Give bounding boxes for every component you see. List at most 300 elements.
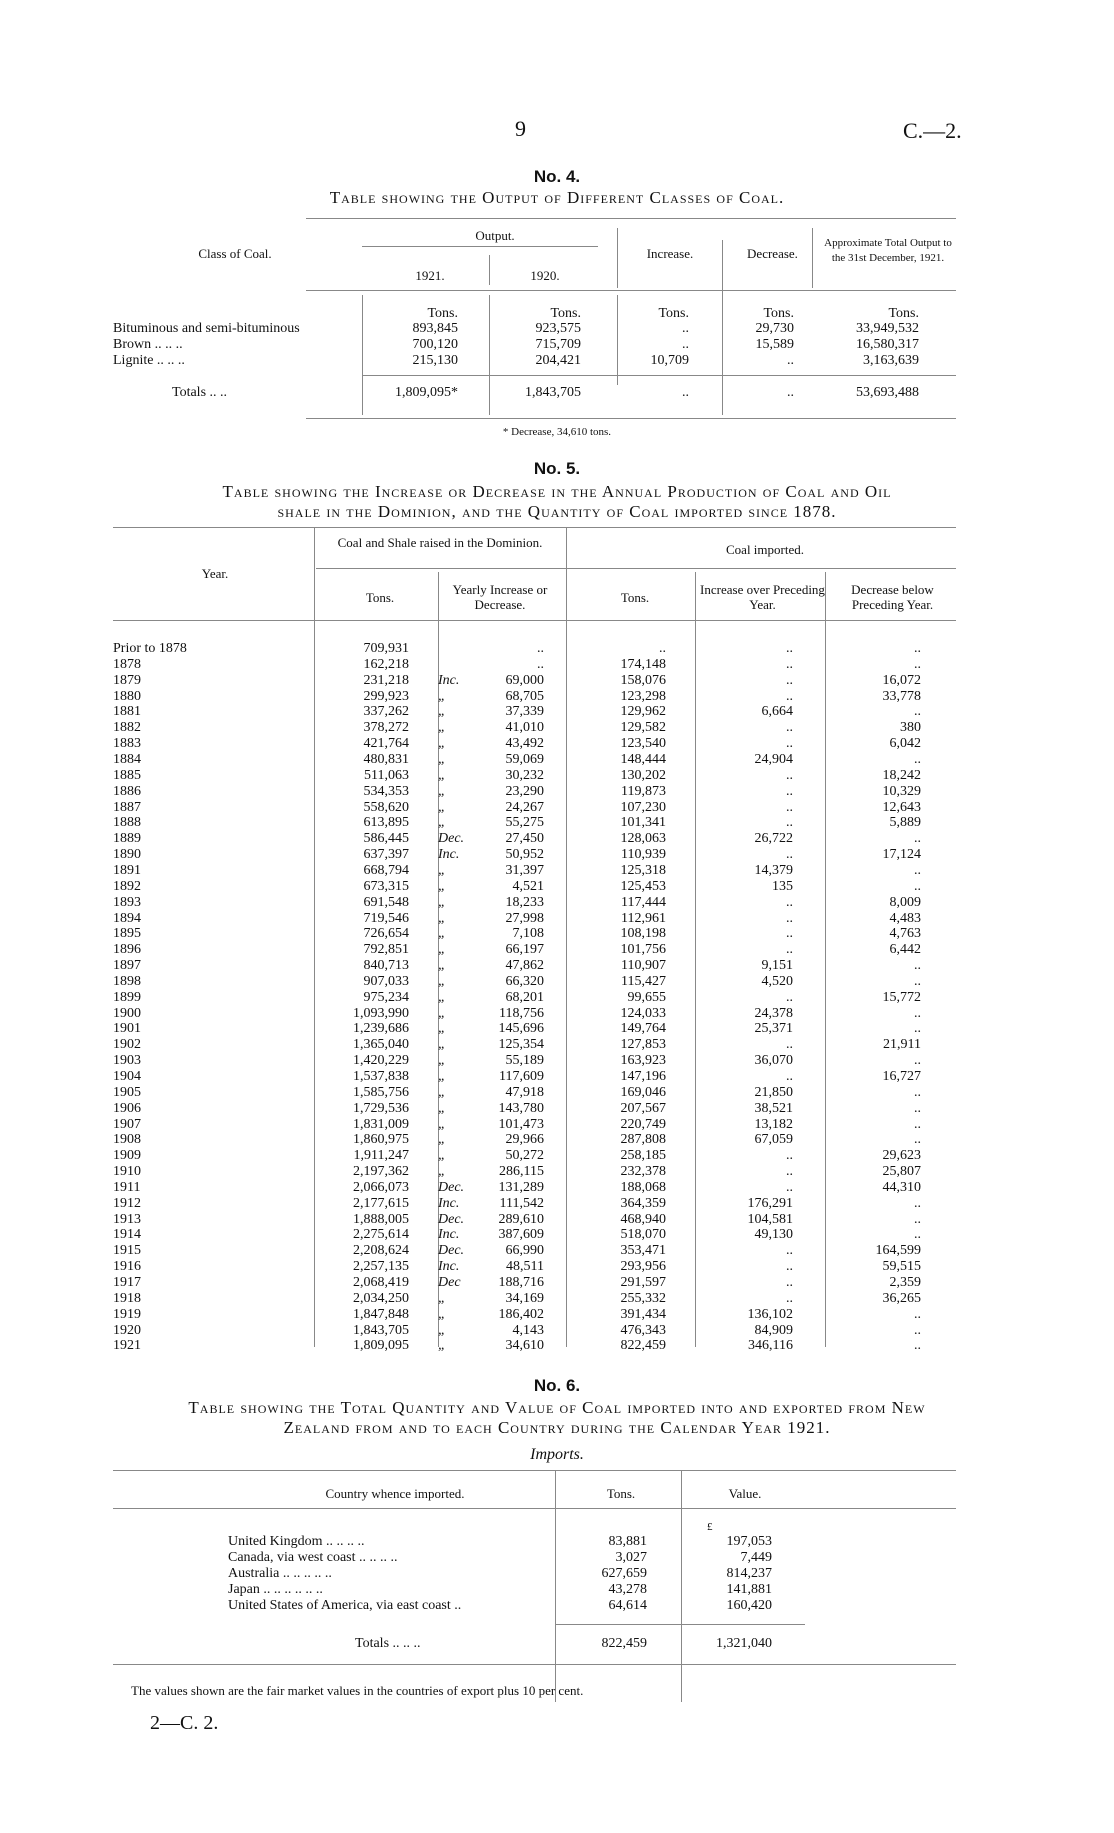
table4-title: Table showing the Output of Different Classes of Coal.: [329, 188, 785, 207]
change-type-cell: „: [438, 1069, 446, 1084]
raised-tons-cell: 1,093,990: [353, 1005, 409, 1021]
imported-tons-cell: 119,873: [621, 783, 666, 799]
table4-totals-row: Totals .. .. 1,809,095* 1,843,705 .. .. 53,693,488: [172, 385, 919, 400]
imported-tons-cell: 391,434: [620, 1306, 666, 1322]
table6-header-country: Country whence imported.: [325, 1486, 465, 1501]
imported-tons-cell: 518,070: [620, 1227, 666, 1243]
change-type-cell: „: [438, 878, 446, 894]
table6-row: Japan .. .. .. .. .. .. 43,278 141,881: [228, 1582, 772, 1597]
increase-over-cell: ..: [786, 736, 793, 752]
raised-tons-cell: 480,831: [363, 752, 409, 767]
year-cell: 1913: [113, 1211, 141, 1227]
table6-number: No. 6.: [533, 1376, 581, 1395]
decrease-below-cell: ..: [914, 752, 921, 767]
increase-over-cell: 346,116: [748, 1338, 793, 1354]
change-amount-cell: 29,966: [505, 1132, 544, 1148]
table5-header-increase-over: Increase over Preceding Year.: [700, 582, 825, 612]
increase-over-cell: ..: [786, 894, 793, 910]
change-amount-cell: 41,010: [505, 720, 544, 736]
change-amount-cell: 117,609: [499, 1069, 544, 1084]
change-type-cell: Dec.: [438, 1211, 465, 1227]
decrease-below-cell: 10,329: [882, 783, 921, 799]
change-type-cell: Dec: [438, 1275, 461, 1290]
increase-over-cell: 25,371: [754, 1021, 793, 1037]
decrease-below-cell: ..: [914, 641, 921, 656]
raised-tons-cell: 534,353: [363, 783, 409, 799]
increase-over-cell: ..: [786, 672, 793, 688]
increase-over-cell: ..: [786, 1164, 793, 1179]
table4-header-class: Class of Coal.: [198, 246, 272, 261]
change-amount-cell: 4,143: [512, 1322, 544, 1338]
change-type-cell: „: [438, 767, 446, 783]
imported-tons-cell: 149,764: [620, 1021, 666, 1037]
raised-tons-cell: 2,177,615: [353, 1195, 409, 1211]
change-amount-cell: 50,272: [505, 1148, 544, 1164]
change-amount-cell: 188,716: [498, 1275, 544, 1290]
change-amount-cell: 55,189: [505, 1053, 544, 1069]
table5-header-year: Year.: [201, 566, 229, 581]
change-type-cell: „: [438, 1084, 446, 1100]
table4-header-total: Approximate Total Output to the 31st December, 1921.: [824, 237, 952, 264]
raised-tons-cell: 1,239,686: [353, 1021, 409, 1037]
decrease-below-cell: 6,442: [889, 942, 921, 958]
year-cell: 1918: [113, 1290, 141, 1306]
change-amount-cell: 125,354: [498, 1037, 544, 1053]
decrease-below-cell: 16,072: [882, 672, 921, 688]
imported-tons-cell: 125,453: [620, 878, 666, 894]
decrease-below-cell: 44,310: [882, 1179, 921, 1195]
year-cell: 1881: [113, 704, 141, 720]
change-type-cell: „: [438, 1322, 446, 1338]
imported-tons-cell: 128,063: [620, 831, 666, 847]
table4-unit: Tons.: [427, 306, 458, 321]
decrease-below-cell: 33,778: [882, 688, 921, 704]
decrease-below-cell: 59,515: [882, 1259, 921, 1275]
decrease-below-cell: ..: [914, 1005, 921, 1021]
decrease-below-cell: ..: [914, 878, 921, 894]
page-code: C.—2.: [903, 118, 962, 143]
table6-header-tons: Tons.: [606, 1486, 636, 1501]
raised-tons-cell: 337,262: [363, 704, 409, 720]
table5-header-tons-imported: Tons.: [620, 590, 650, 605]
increase-over-cell: ..: [786, 1290, 793, 1306]
change-type-cell: „: [438, 926, 446, 942]
raised-tons-cell: 558,620: [363, 799, 409, 815]
year-cell: 1891: [113, 862, 141, 878]
year-cell: 1885: [113, 767, 141, 783]
change-amount-cell: 289,610: [498, 1211, 544, 1227]
raised-tons-cell: 1,843,705: [353, 1322, 409, 1338]
change-type-cell: „: [438, 989, 446, 1005]
raised-tons-cell: 907,033: [363, 973, 409, 989]
imported-tons-cell: 353,471: [620, 1243, 666, 1259]
decrease-below-cell: ..: [914, 1084, 921, 1100]
decrease-below-cell: 16,727: [882, 1069, 921, 1084]
table6-row: United Kingdom .. .. .. .. 83,881 197,053: [228, 1534, 772, 1549]
increase-over-cell: ..: [786, 688, 793, 704]
table4-row: Brown .. .. .. 700,120 715,709 .. 15,589 16,580,317: [113, 337, 919, 352]
increase-over-cell: ..: [786, 767, 793, 783]
change-type-cell: „: [438, 736, 446, 752]
year-cell: 1914: [113, 1227, 141, 1243]
change-amount-cell: 55,275: [505, 815, 544, 831]
increase-over-cell: 26,722: [754, 831, 793, 847]
change-amount-cell: 286,115: [499, 1164, 544, 1179]
increase-over-cell: 4,520: [761, 973, 793, 989]
year-cell: 1884: [113, 752, 141, 767]
increase-over-cell: ..: [786, 942, 793, 958]
decrease-below-cell: ..: [914, 1211, 921, 1227]
raised-tons-cell: 840,713: [363, 958, 409, 973]
change-amount-cell: 59,069: [505, 752, 544, 767]
table4-unit: Tons.: [763, 306, 794, 321]
year-cell: 1893: [113, 894, 141, 910]
raised-tons-cell: 1,809,095: [353, 1338, 409, 1354]
decrease-below-cell: 5,889: [889, 815, 921, 831]
change-type-cell: „: [438, 1132, 446, 1148]
table6-note: The values shown are the fair market values in the countries of export plus 10 per cent.: [131, 1683, 584, 1698]
table4-row: Lignite .. .. .. 215,130 204,421 10,709 .. 3,163,639: [113, 353, 919, 368]
change-type-cell: „: [438, 1037, 446, 1053]
change-amount-cell: 23,290: [505, 783, 544, 799]
decrease-below-cell: 4,483: [889, 910, 921, 926]
change-amount-cell: 68,705: [505, 688, 544, 704]
imported-tons-cell: 174,148: [620, 656, 666, 672]
table4-header-1921: 1921.: [415, 268, 445, 283]
decrease-below-cell: ..: [914, 656, 921, 672]
increase-over-cell: ..: [786, 847, 793, 862]
change-type-cell: „: [438, 1005, 446, 1021]
raised-tons-cell: 792,851: [363, 942, 409, 958]
table6-header-value: Value.: [728, 1486, 762, 1501]
decrease-below-cell: ..: [914, 1021, 921, 1037]
raised-tons-cell: 673,315: [363, 878, 409, 894]
increase-over-cell: ..: [786, 783, 793, 799]
imported-tons-cell: 255,332: [620, 1290, 666, 1306]
raised-tons-cell: 2,208,624: [353, 1243, 409, 1259]
decrease-below-cell: ..: [914, 1306, 921, 1322]
imported-tons-cell: 147,196: [620, 1069, 666, 1084]
increase-over-cell: ..: [786, 1069, 793, 1084]
increase-over-cell: 13,182: [754, 1116, 793, 1132]
change-type-cell: „: [438, 688, 446, 704]
imported-tons-cell: 364,359: [620, 1195, 666, 1211]
change-amount-cell: 68,201: [505, 989, 544, 1005]
imported-tons-cell: 123,540: [620, 736, 666, 752]
decrease-below-cell: 6,042: [889, 736, 921, 752]
decrease-below-cell: 29,623: [882, 1148, 921, 1164]
change-amount-cell: 7,108: [512, 926, 544, 942]
change-type-cell: „: [438, 704, 446, 720]
imported-tons-cell: 822,459: [620, 1338, 666, 1354]
change-amount-cell: 31,397: [505, 862, 544, 878]
change-type-cell: Dec.: [438, 1243, 465, 1259]
decrease-below-cell: ..: [914, 1053, 921, 1069]
change-type-cell: „: [438, 1100, 446, 1116]
year-cell: 1899: [113, 989, 141, 1005]
change-type-cell: Dec.: [438, 1179, 465, 1195]
imported-tons-cell: 163,923: [620, 1053, 666, 1069]
change-type-cell: Dec.: [438, 831, 465, 847]
increase-over-cell: ..: [786, 1259, 793, 1275]
change-amount-cell: 118,756: [499, 1005, 544, 1021]
table6-totals-row: Totals .. .. .. 822,459 1,321,040: [355, 1636, 772, 1651]
increase-over-cell: ..: [786, 656, 793, 672]
raised-tons-cell: 1,729,536: [353, 1100, 409, 1116]
imported-tons-cell: 148,444: [620, 752, 666, 767]
change-type-cell: „: [438, 1290, 446, 1306]
imported-tons-cell: 112,961: [621, 910, 666, 926]
table4-footnote: * Decrease, 34,610 tons.: [502, 426, 612, 438]
change-type-cell: „: [438, 894, 446, 910]
decrease-below-cell: ..: [914, 1195, 921, 1211]
year-cell: 1898: [113, 973, 141, 989]
increase-over-cell: 36,070: [754, 1053, 793, 1069]
decrease-below-cell: 8,009: [889, 894, 921, 910]
imported-tons-cell: 124,033: [620, 1005, 666, 1021]
change-amount-cell: ..: [537, 656, 544, 672]
raised-tons-cell: 709,931: [363, 641, 409, 656]
imported-tons-cell: 125,318: [620, 862, 666, 878]
year-cell: 1880: [113, 688, 141, 704]
change-type-cell: „: [438, 752, 446, 767]
table5-header-imported: Coal imported.: [726, 542, 804, 557]
raised-tons-cell: 1,831,009: [353, 1116, 409, 1132]
raised-tons-cell: 2,034,250: [353, 1290, 409, 1306]
table6-row: Canada, via west coast .. .. .. .. 3,027 7,449: [228, 1550, 772, 1565]
change-amount-cell: 101,473: [498, 1116, 544, 1132]
raised-tons-cell: 1,537,838: [353, 1069, 409, 1084]
change-type-cell: „: [438, 1338, 446, 1354]
year-cell: 1905: [113, 1084, 141, 1100]
imported-tons-cell: 99,655: [627, 989, 666, 1005]
raised-tons-cell: 586,445: [363, 831, 409, 847]
raised-tons-cell: 378,272: [363, 720, 409, 736]
raised-tons-cell: 975,234: [363, 989, 409, 1005]
year-cell: 1888: [113, 815, 141, 831]
change-amount-cell: 131,289: [498, 1179, 544, 1195]
imported-tons-cell: 258,185: [620, 1148, 666, 1164]
table4-header-decrease: Decrease.: [747, 246, 798, 261]
year-cell: 1886: [113, 783, 141, 799]
change-amount-cell: ..: [537, 641, 544, 656]
year-cell: 1887: [113, 799, 141, 815]
decrease-below-cell: 164,599: [875, 1243, 921, 1259]
decrease-below-cell: ..: [914, 958, 921, 973]
change-type-cell: Inc.: [438, 847, 460, 862]
decrease-below-cell: ..: [914, 1100, 921, 1116]
imported-tons-cell: 123,298: [620, 688, 666, 704]
decrease-below-cell: ..: [914, 862, 921, 878]
decrease-below-cell: ..: [914, 704, 921, 720]
decrease-below-cell: 25,807: [882, 1164, 921, 1179]
year-cell: 1916: [113, 1259, 141, 1275]
table4-unit: Tons.: [888, 306, 919, 321]
change-amount-cell: 30,232: [505, 767, 544, 783]
year-cell: 1892: [113, 878, 141, 894]
change-amount-cell: 69,000: [505, 672, 544, 688]
increase-over-cell: 38,521: [754, 1100, 793, 1116]
change-type-cell: „: [438, 720, 446, 736]
year-cell: 1897: [113, 958, 141, 973]
raised-tons-cell: 1,420,229: [353, 1053, 409, 1069]
year-cell: 1904: [113, 1069, 141, 1084]
decrease-below-cell: ..: [914, 1116, 921, 1132]
imported-tons-cell: 107,230: [620, 799, 666, 815]
decrease-below-cell: ..: [914, 831, 921, 847]
table5-title-line2: shale in the Dominion, and the Quantity of Coal imported since 1878.: [277, 502, 837, 521]
year-cell: 1908: [113, 1132, 141, 1148]
table4-header-increase: Increase.: [646, 246, 694, 261]
change-type-cell: „: [438, 1116, 446, 1132]
imported-tons-cell: 110,907: [621, 958, 666, 973]
decrease-below-cell: ..: [914, 1338, 921, 1354]
decrease-below-cell: 380: [900, 720, 921, 736]
change-type-cell: Inc.: [438, 1227, 460, 1243]
imported-tons-cell: 188,068: [620, 1179, 666, 1195]
imported-tons-cell: 101,341: [620, 815, 666, 831]
raised-tons-cell: 2,257,135: [353, 1259, 409, 1275]
increase-over-cell: ..: [786, 926, 793, 942]
table6-title-line2: Zealand from and to each Country during the Calendar Year 1921.: [283, 1418, 831, 1437]
raised-tons-cell: 2,275,614: [353, 1227, 409, 1243]
table5-title-line1: Table showing the Increase or Decrease in the Annual Production of Coal and Oil: [222, 482, 892, 501]
change-amount-cell: 43,492: [505, 736, 544, 752]
increase-over-cell: 9,151: [761, 958, 793, 973]
raised-tons-cell: 231,218: [363, 672, 409, 688]
imported-tons-cell: 287,808: [620, 1132, 666, 1148]
change-type-cell: „: [438, 973, 446, 989]
change-amount-cell: 34,169: [505, 1290, 544, 1306]
change-type-cell: „: [438, 910, 446, 926]
decrease-below-cell: 17,124: [882, 847, 921, 862]
change-type-cell: „: [438, 1164, 446, 1179]
table6-title-line1: Table showing the Total Quantity and Value of Coal imported into and exported from New: [188, 1398, 926, 1417]
imported-tons-cell: 169,046: [620, 1084, 666, 1100]
table5-header-yearly: Yearly Increase or Decrease.: [452, 582, 548, 612]
year-cell: 1912: [113, 1195, 141, 1211]
change-amount-cell: 145,696: [498, 1021, 544, 1037]
change-type-cell: „: [438, 942, 446, 958]
table6-row: United States of America, via east coast .. 64,614 160,420: [228, 1598, 772, 1613]
decrease-below-cell: 4,763: [889, 926, 921, 942]
table4-row: Bituminous and semi-bituminous 893,845 923,575 .. 29,730 33,949,532: [113, 321, 919, 336]
increase-over-cell: 24,904: [754, 752, 793, 767]
imported-tons-cell: 232,378: [620, 1164, 666, 1179]
year-cell: 1915: [113, 1243, 141, 1259]
table4-unit: Tons.: [550, 306, 581, 321]
year-cell: 1883: [113, 736, 141, 752]
decrease-below-cell: ..: [914, 1322, 921, 1338]
change-type-cell: „: [438, 862, 446, 878]
change-amount-cell: 4,521: [512, 878, 544, 894]
increase-over-cell: 49,130: [754, 1227, 793, 1243]
raised-tons-cell: 162,218: [363, 656, 409, 672]
change-amount-cell: 66,197: [505, 942, 544, 958]
increase-over-cell: ..: [786, 1148, 793, 1164]
raised-tons-cell: 299,923: [363, 688, 409, 704]
change-type-cell: „: [438, 958, 446, 973]
year-cell: 1921: [113, 1338, 141, 1354]
change-type-cell: „: [438, 783, 446, 799]
year-cell: 1907: [113, 1116, 141, 1132]
year-cell: 1911: [113, 1179, 141, 1195]
decrease-below-cell: 15,772: [882, 989, 921, 1005]
increase-over-cell: ..: [786, 1037, 793, 1053]
year-cell: Prior to 1878: [113, 641, 187, 656]
raised-tons-cell: 668,794: [363, 862, 409, 878]
table4-number: No. 4.: [533, 167, 581, 186]
raised-tons-cell: 511,063: [364, 767, 409, 783]
imported-tons-cell: 101,756: [620, 942, 666, 958]
change-amount-cell: 48,511: [506, 1259, 544, 1275]
increase-over-cell: ..: [786, 799, 793, 815]
decrease-below-cell: 21,911: [883, 1037, 921, 1053]
table4-unit: Tons.: [658, 306, 689, 321]
table4-header-output: Output.: [475, 228, 515, 243]
increase-over-cell: 135: [772, 878, 793, 894]
increase-over-cell: ..: [786, 1243, 793, 1259]
change-type-cell: Inc.: [438, 672, 460, 688]
raised-tons-cell: 2,066,073: [353, 1179, 409, 1195]
year-cell: 1895: [113, 926, 141, 942]
table5-header-decrease-below: Decrease below Preceding Year.: [851, 582, 934, 612]
imported-tons-cell: 110,939: [621, 847, 666, 862]
page-footer-code: 2—C. 2.: [150, 1712, 219, 1734]
increase-over-cell: 14,379: [754, 862, 793, 878]
change-type-cell: Inc.: [438, 1195, 460, 1211]
decrease-below-cell: 2,359: [889, 1275, 921, 1290]
imported-tons-cell: 129,582: [620, 720, 666, 736]
decrease-below-cell: 18,242: [882, 767, 921, 783]
table5-header-tons: Tons.: [365, 590, 395, 605]
change-type-cell: Inc.: [438, 1259, 460, 1275]
imported-tons-cell: 291,597: [620, 1275, 666, 1290]
change-amount-cell: 34,610: [505, 1338, 544, 1354]
imported-tons-cell: 220,749: [620, 1116, 666, 1132]
year-cell: 1901: [113, 1021, 141, 1037]
raised-tons-cell: 691,548: [363, 894, 409, 910]
page-number: 9: [515, 116, 526, 141]
year-cell: 1894: [113, 910, 141, 926]
raised-tons-cell: 726,654: [363, 926, 409, 942]
year-cell: 1889: [113, 831, 141, 847]
imported-tons-cell: 108,198: [620, 926, 666, 942]
year-cell: 1882: [113, 720, 141, 736]
raised-tons-cell: 421,764: [363, 736, 409, 752]
change-amount-cell: 66,990: [505, 1243, 544, 1259]
raised-tons-cell: 1,365,040: [353, 1037, 409, 1053]
table6-subtitle: Imports.: [530, 1446, 584, 1463]
imported-tons-cell: 115,427: [621, 973, 666, 989]
year-cell: 1903: [113, 1053, 141, 1069]
imported-tons-cell: 117,444: [621, 894, 666, 910]
year-cell: 1890: [113, 847, 141, 862]
raised-tons-cell: 1,888,005: [353, 1211, 409, 1227]
change-amount-cell: 27,450: [505, 831, 544, 847]
year-cell: 1896: [113, 942, 141, 958]
imported-tons-cell: 130,202: [620, 767, 666, 783]
increase-over-cell: 104,581: [747, 1211, 793, 1227]
decrease-below-cell: ..: [914, 1227, 921, 1243]
year-cell: 1879: [113, 672, 141, 688]
table6-pound-sign: £: [707, 1521, 713, 1533]
change-type-cell: „: [438, 1148, 446, 1164]
change-amount-cell: 27,998: [505, 910, 544, 926]
raised-tons-cell: 613,895: [363, 815, 409, 831]
year-cell: 1909: [113, 1148, 141, 1164]
raised-tons-cell: 2,068,419: [353, 1275, 409, 1290]
